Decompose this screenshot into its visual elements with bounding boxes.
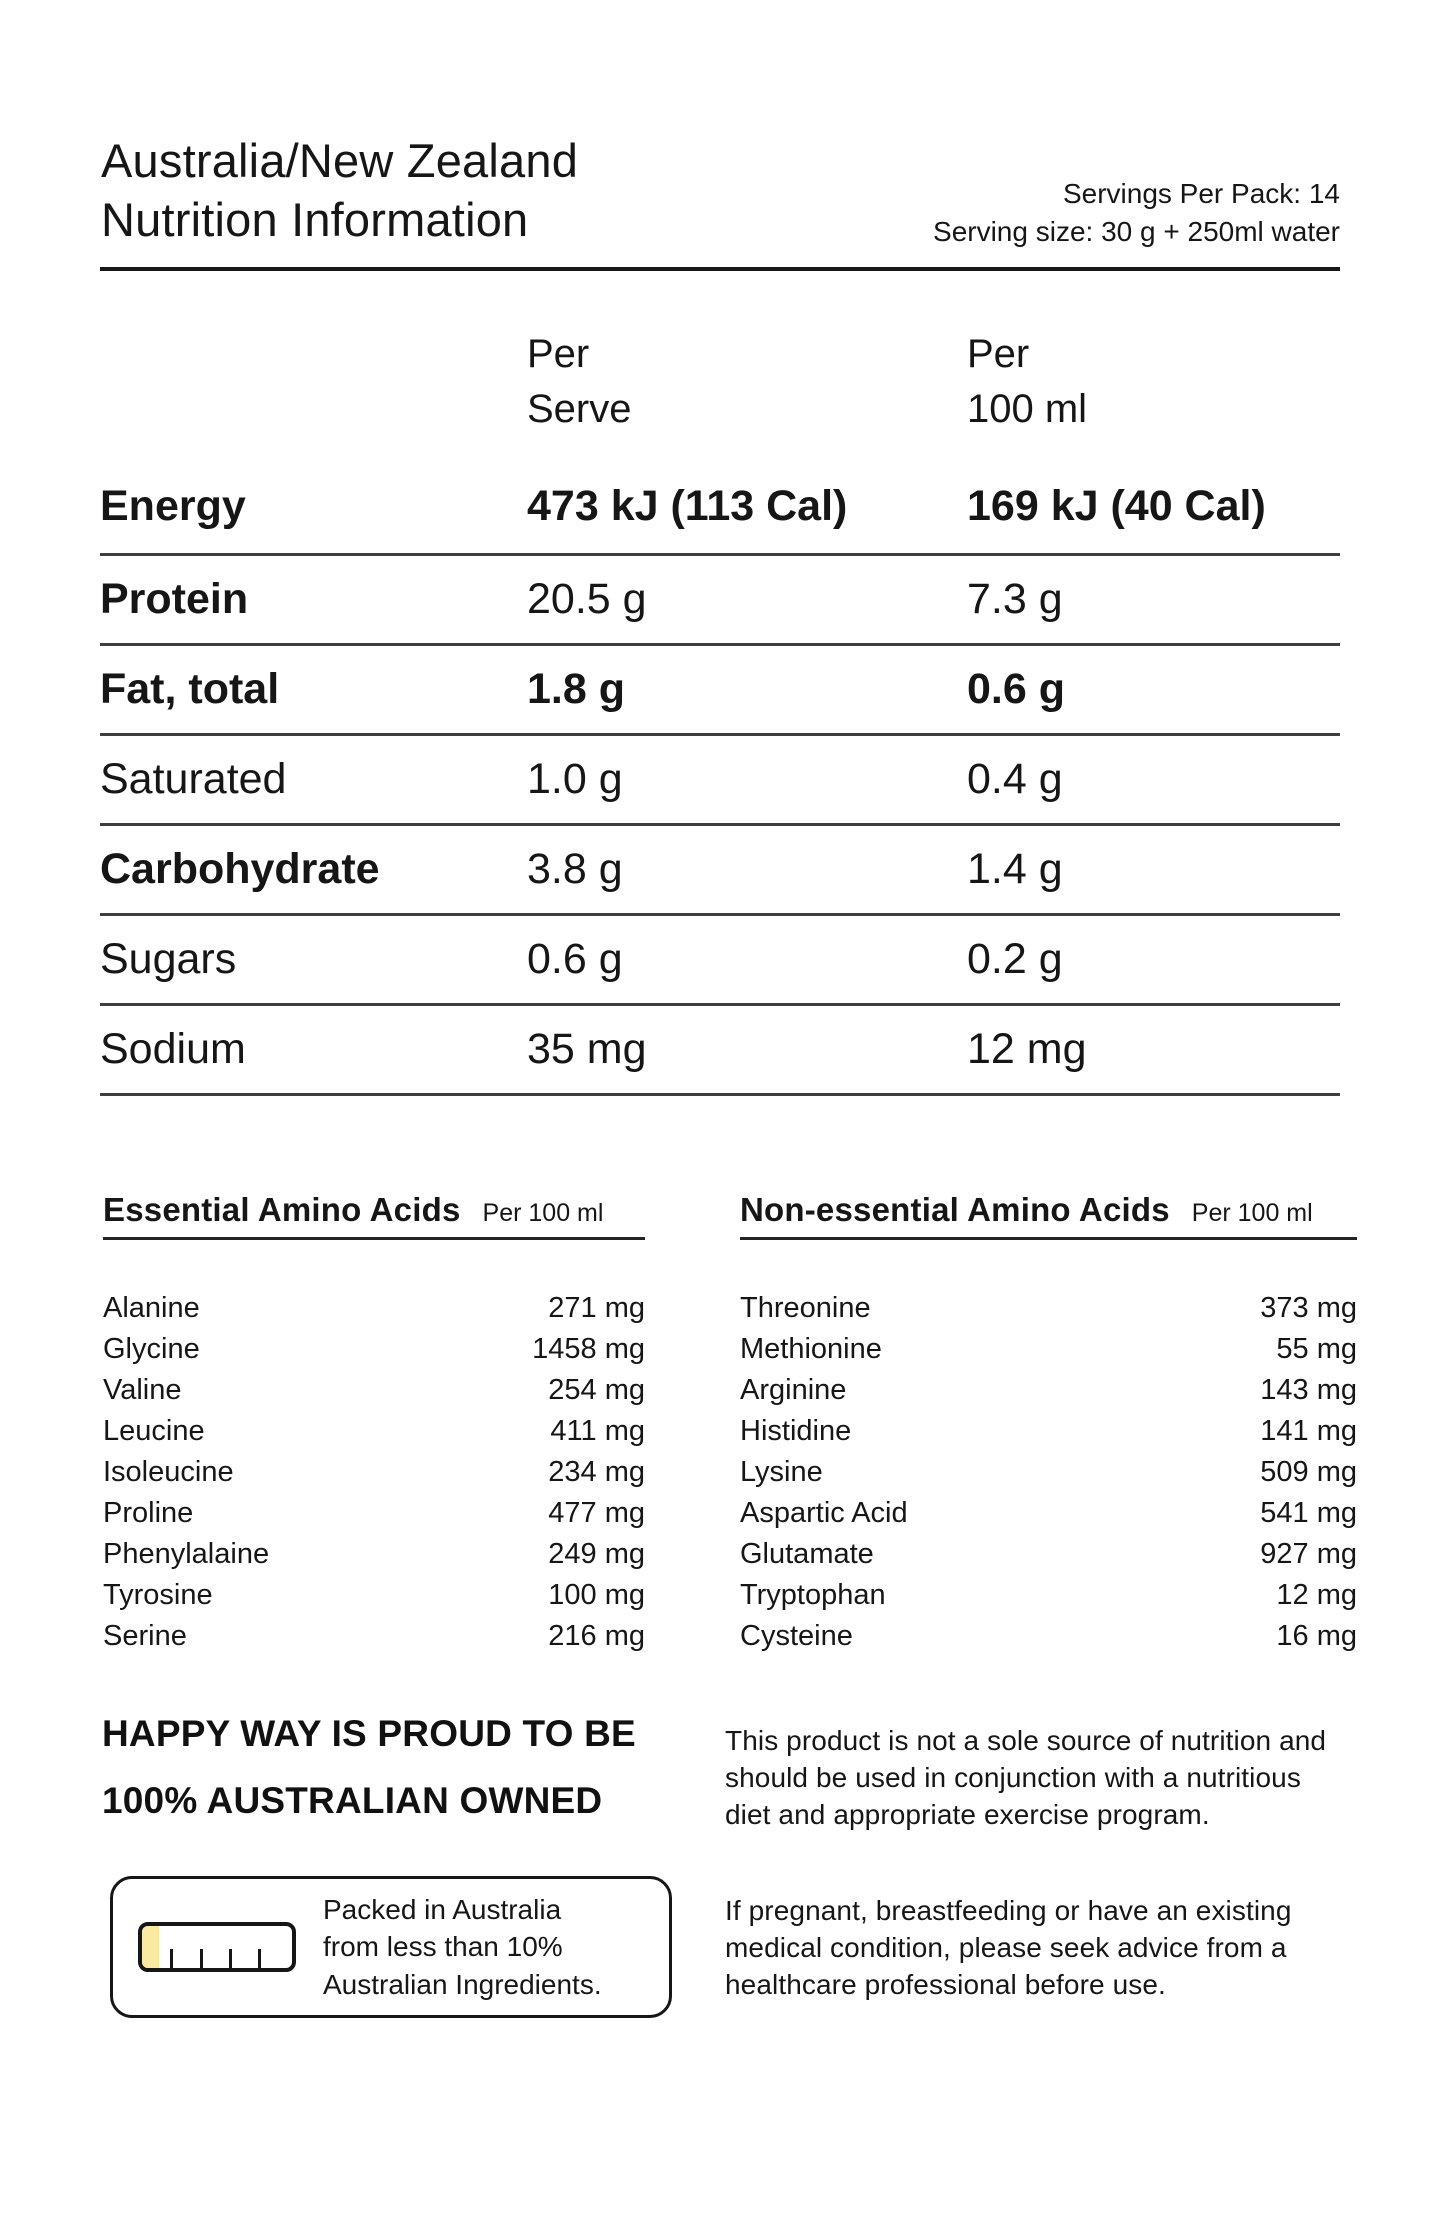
table-row-sodium	[100, 1006, 1340, 1096]
row-per-serve: 473 kJ (113 Cal)	[527, 482, 848, 530]
amino-name: Lysine	[740, 1456, 823, 1488]
table-row-protein	[100, 556, 1340, 646]
non-essential-amino-acids-section	[740, 1192, 1357, 1657]
col-header-per-100ml: Per 100 ml	[967, 332, 1088, 431]
meter-tick	[170, 1949, 173, 1968]
amino-name: Serine	[103, 1620, 187, 1652]
amino-amount: 477 mg	[548, 1497, 645, 1529]
non-essential-amino-acids-list	[740, 1288, 1357, 1657]
row-per-serve: 20.5 g	[527, 575, 647, 623]
amino-name: Cysteine	[740, 1620, 853, 1652]
amino-name: Leucine	[103, 1415, 205, 1447]
amino-amount: 16 mg	[1276, 1620, 1357, 1652]
amino-name: Glycine	[103, 1333, 200, 1365]
amino-row	[103, 1411, 645, 1452]
col-header-per-serve: Per Serve	[527, 332, 632, 431]
section-title: Essential Amino Acids	[103, 1191, 461, 1228]
section-unit: Per 100 ml	[482, 1199, 604, 1227]
row-per-100ml: 7.3 g	[967, 575, 1063, 623]
label-title-line1: Australia/New Zealand	[101, 134, 579, 187]
row-per-serve: 1.8 g	[527, 665, 625, 713]
servings-per-pack: Servings Per Pack: 14	[1062, 178, 1340, 209]
row-label: Sugars	[100, 935, 237, 983]
amino-amount: 1458 mg	[532, 1333, 645, 1365]
meter-tick	[200, 1949, 203, 1968]
amino-amount: 373 mg	[1260, 1292, 1357, 1324]
row-per-serve: 3.8 g	[527, 845, 623, 893]
amino-amount: 143 mg	[1260, 1374, 1357, 1406]
meter-tick	[229, 1949, 232, 1968]
amino-row	[740, 1452, 1357, 1493]
ownership-statement	[102, 1700, 636, 1834]
amino-amount: 927 mg	[1260, 1538, 1357, 1570]
amino-name: Glutamate	[740, 1538, 874, 1570]
packed-line3: Australian Ingredients.	[323, 1968, 602, 2000]
amino-row	[103, 1452, 645, 1493]
section-unit: Per 100 ml	[1191, 1199, 1313, 1227]
amino-row	[740, 1616, 1357, 1657]
amino-row	[103, 1370, 645, 1411]
packed-line1: Packed in Australia	[323, 1893, 562, 1925]
row-per-100ml: 12 mg	[967, 1025, 1087, 1073]
row-per-serve: 0.6 g	[527, 935, 623, 983]
serving-size: Serving size: 30 g + 250ml water	[933, 216, 1340, 247]
row-per-100ml: 0.2 g	[967, 935, 1063, 983]
row-label: Energy	[100, 482, 246, 530]
table-row-energy	[100, 460, 1340, 556]
amino-amount: 141 mg	[1260, 1415, 1357, 1447]
row-per-100ml: 1.4 g	[967, 845, 1063, 893]
row-per-100ml: 169 kJ (40 Cal)	[967, 482, 1266, 530]
ownership-line2: 100% AUSTRALIAN OWNED	[102, 1780, 603, 1821]
amino-amount: 509 mg	[1260, 1456, 1357, 1488]
amino-amount: 100 mg	[548, 1579, 645, 1611]
amino-name: Proline	[103, 1497, 194, 1529]
disclaimer-medical: If pregnant, breastfeeding or have an existing medical condition, please seek advice from a healthcare professional before use.	[725, 1895, 1292, 2000]
amino-name: Valine	[103, 1374, 182, 1406]
non-essential-amino-acids-header	[740, 1192, 1357, 1240]
ingredient-meter-icon	[138, 1922, 296, 1972]
amino-name: Tryptophan	[740, 1579, 886, 1611]
packed-line2: from less than 10%	[323, 1931, 563, 1963]
amino-row	[103, 1575, 645, 1616]
ownership-line1: HAPPY WAY IS PROUD TO BE	[102, 1713, 636, 1754]
amino-amount: 254 mg	[548, 1374, 645, 1406]
row-per-serve: 1.0 g	[527, 755, 623, 803]
amino-row	[740, 1329, 1357, 1370]
amino-amount: 234 mg	[548, 1456, 645, 1488]
table-row-carbohydrate	[100, 826, 1340, 916]
row-label: Fat, total	[100, 665, 280, 713]
amino-amount: 216 mg	[548, 1620, 645, 1652]
amino-amount: 12 mg	[1276, 1579, 1357, 1611]
amino-row	[103, 1329, 645, 1370]
essential-amino-acids-list	[103, 1288, 645, 1657]
row-label: Sodium	[100, 1025, 246, 1073]
amino-amount: 411 mg	[550, 1415, 645, 1447]
amino-row	[740, 1534, 1357, 1575]
amino-name: Histidine	[740, 1415, 852, 1447]
row-per-100ml: 0.6 g	[967, 665, 1065, 713]
amino-name: Methionine	[740, 1333, 882, 1365]
amino-name: Phenylalaine	[103, 1538, 270, 1570]
meter-tick	[258, 1949, 261, 1968]
serving-info	[933, 175, 1340, 251]
amino-name: Threonine	[740, 1292, 871, 1324]
amino-row	[740, 1493, 1357, 1534]
amino-amount: 249 mg	[548, 1538, 645, 1570]
meter-fill	[142, 1926, 159, 1968]
amino-name: Arginine	[740, 1374, 847, 1406]
disclaimer-nutrition: This product is not a sole source of nutrition and should be used in conjunction with a nutritious diet and appropriate exercise program.	[725, 1725, 1327, 1830]
table-row-sugars	[100, 916, 1340, 1006]
amino-row	[103, 1616, 645, 1657]
amino-row	[103, 1288, 645, 1329]
amino-name: Tyrosine	[103, 1579, 213, 1611]
row-label: Carbohydrate	[100, 845, 380, 893]
row-label: Protein	[100, 575, 249, 623]
row-per-100ml: 0.4 g	[967, 755, 1063, 803]
amino-row	[740, 1575, 1357, 1616]
amino-amount: 541 mg	[1260, 1497, 1357, 1529]
essential-amino-acids-header	[103, 1192, 645, 1240]
amino-name: Isoleucine	[103, 1456, 234, 1488]
nutrition-table	[100, 271, 1340, 1096]
amino-name: Alanine	[103, 1292, 200, 1324]
nutrition-table-header	[100, 271, 1340, 437]
amino-row	[103, 1493, 645, 1534]
amino-amount: 55 mg	[1276, 1333, 1357, 1365]
essential-amino-acids-section	[103, 1192, 645, 1657]
amino-row	[740, 1411, 1357, 1452]
amino-row	[740, 1288, 1357, 1329]
table-row-fat-total	[100, 646, 1340, 736]
amino-amount: 271 mg	[548, 1292, 645, 1324]
packed-statement	[323, 1891, 602, 2004]
spacer-cell	[100, 327, 527, 437]
packed-in-australia-box	[110, 1876, 672, 2018]
table-row-saturated	[100, 736, 1340, 826]
label-title	[101, 131, 578, 249]
amino-row	[740, 1370, 1357, 1411]
row-per-serve: 35 mg	[527, 1025, 647, 1073]
amino-row	[103, 1534, 645, 1575]
section-title: Non-essential Amino Acids	[740, 1191, 1170, 1228]
row-label: Saturated	[100, 755, 287, 803]
label-title-line2: Nutrition Information	[101, 193, 529, 246]
amino-name: Aspartic Acid	[740, 1497, 908, 1529]
